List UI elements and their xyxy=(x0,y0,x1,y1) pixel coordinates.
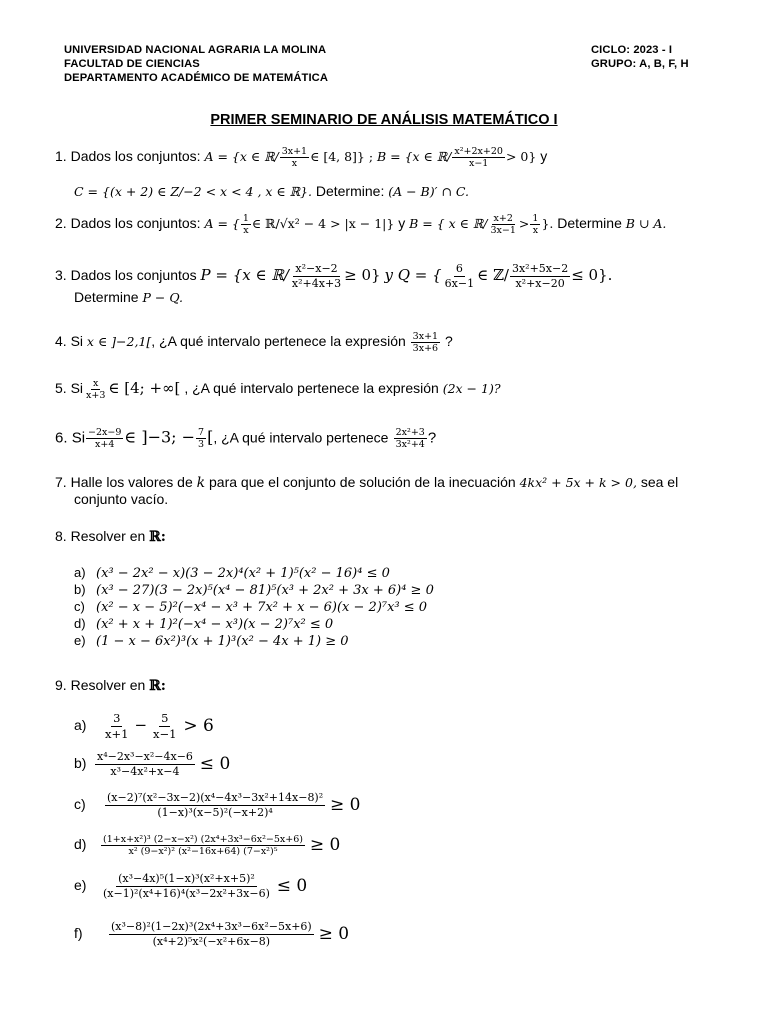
p4-q: ? xyxy=(444,333,453,350)
p6-question: , ¿A qué intervalo pertenece xyxy=(213,429,389,446)
set-b-rest: > 0} xyxy=(505,149,537,165)
p3-q-num: 6 xyxy=(455,262,463,275)
p9a-num2: 5 xyxy=(161,711,169,725)
problem-7-line-2 xyxy=(74,491,168,508)
p6-q: ? xyxy=(427,429,437,447)
p3-q-mid: ∈ ℤ/ xyxy=(477,266,509,285)
p2-gt: > xyxy=(518,216,530,232)
p9b-rhs: ≤ 0 xyxy=(199,754,231,774)
p5-fraction xyxy=(84,378,107,401)
p8-item-e xyxy=(74,633,434,650)
p8-reals: ℝ: xyxy=(149,529,166,545)
university-name: UNIVERSIDAD NACIONAL AGRARIA LA MOLINA xyxy=(64,44,327,56)
p6-cond-a: ∈ ]−3; − xyxy=(124,427,196,447)
problem-8-number: 8. xyxy=(55,528,67,544)
department-name: DEPARTAMENTO ACADÉMICO DE MATEMÁTICA xyxy=(64,72,329,84)
p2-set-a-rest: ∈ ℝ/√x² − 4 > |x − 1|} xyxy=(251,216,395,232)
p9-item-c xyxy=(74,791,361,820)
problem-5-number: 5. xyxy=(55,380,67,397)
problem-8 xyxy=(55,528,166,546)
set-b-open: B = {x ∈ ℝ/ xyxy=(376,149,452,165)
p2-set-a-open: A = { xyxy=(204,216,240,232)
p2-a-den: x xyxy=(243,225,249,236)
problem-3 xyxy=(55,262,612,291)
p9e-fraction xyxy=(101,872,272,901)
p5-condition: ∈ [4; +∞[ xyxy=(108,379,181,398)
p6-fraction-2 xyxy=(394,427,427,450)
set-a-rest: ∈ [4, 8]} ; xyxy=(310,149,374,165)
p9-item-label: e) xyxy=(74,877,87,894)
p8-item-expr: (x² − x − 5)²(−x⁴ − x³ + 7x² + x − 6)(x − 2)⁷x³ ≤ 0 xyxy=(96,600,428,615)
problem-2-number: 2. xyxy=(55,215,67,232)
p6-cond-den: 3 xyxy=(198,439,205,450)
p7-conclusion: conjunto vacío. xyxy=(74,491,169,507)
problem-1-intro: Dados los conjuntos: xyxy=(70,148,201,165)
p2-b-num: x+2 xyxy=(493,213,513,224)
p3-q-fraction-2 xyxy=(510,262,570,291)
p9b-fraction xyxy=(95,750,195,779)
p6-den2: 3x²+4 xyxy=(395,439,425,450)
p9-item-e xyxy=(74,872,307,901)
problem-2-intro: Dados los conjuntos: xyxy=(70,215,201,232)
set-a-numerator: 3x+1 xyxy=(281,146,308,157)
problem-1-line-1 xyxy=(55,146,547,169)
p2-set-b-open: B = { x ∈ ℝ/ xyxy=(409,216,488,232)
cycle-label: CICLO: 2023 - I xyxy=(591,44,673,56)
p7-inequality: 4kx² + 5x + k > 0, xyxy=(519,475,637,490)
p8-item-label: e) xyxy=(74,633,86,648)
problem-6-number: 6. xyxy=(55,429,68,447)
problem-3-intro: Dados los conjuntos xyxy=(70,267,197,284)
p4-den: 3x+6 xyxy=(412,343,439,354)
problem-1-line-2 xyxy=(74,183,469,200)
p8-item-expr: (x³ − 27)(3 − 2x)⁵(x⁴ − 81)⁵(x³ + 2x² + 3x + 6)⁴ ≥ 0 xyxy=(96,583,434,598)
p4-question: , ¿A qué intervalo pertenece la expresión xyxy=(151,333,406,350)
determine-label: Determine: xyxy=(315,183,385,199)
p9f-fraction xyxy=(109,920,314,949)
p3-q-fraction xyxy=(443,262,476,291)
p2-b-num2: 1 xyxy=(532,213,539,224)
p8-item-label: b) xyxy=(74,582,86,597)
p8-intro: Resolver en xyxy=(70,528,146,544)
p3-set-q-open: y Q = { xyxy=(384,266,442,285)
p6-fraction xyxy=(86,427,123,450)
determine-expression: (A − B)′ ∩ C. xyxy=(388,184,469,199)
p9d-num: (1+x+x²)³ (2−x−x²) (2x⁴+3x³−6x²−5x+6) xyxy=(103,834,303,845)
p9f-rhs: ≥ 0 xyxy=(318,924,350,944)
p9a-rhs: > 6 xyxy=(183,716,214,736)
problem-8-items xyxy=(74,565,434,650)
p6-den: x+4 xyxy=(95,439,115,450)
p5-num: x xyxy=(93,378,99,389)
conj-y: y xyxy=(540,148,548,165)
p3-q-den: 6x−1 xyxy=(444,277,475,290)
problem-1-number: 1. xyxy=(55,148,67,165)
p5-question: , ¿A qué intervalo pertenece la expresión xyxy=(184,380,439,397)
p2-determine-expr: B ∪ A. xyxy=(625,216,667,232)
p3-q-den2: x²+x−20 xyxy=(515,277,565,290)
header-left xyxy=(64,43,328,85)
p9a-den2: x−1 xyxy=(153,727,177,741)
p9-item-d xyxy=(74,834,340,857)
p3-q-num2: 3x²+5x−2 xyxy=(511,262,569,275)
p8-item-b xyxy=(74,582,434,599)
p3-set-q-close: ≤ 0}. xyxy=(571,266,613,285)
p3-set-p-close: ≥ 0} xyxy=(344,266,381,285)
p8-item-expr: (x³ − 2x² − x)(3 − 2x)⁴(x² + 1)⁵(x² − 16)⁴ ≤ 0 xyxy=(96,566,390,581)
set-b-numerator: x²+2x+20 xyxy=(454,146,503,157)
problem-3-number: 3. xyxy=(55,267,67,284)
p9-item-label: b) xyxy=(74,755,87,772)
faculty-name: FACULTAD DE CIENCIAS xyxy=(64,58,200,70)
p4-num: 3x+1 xyxy=(412,331,439,342)
p9b-num: x⁴−2x³−x²−4x−6 xyxy=(97,750,193,763)
p9c-rhs: ≥ 0 xyxy=(330,795,361,815)
p7-end: sea el xyxy=(640,474,679,490)
p6-si: Si xyxy=(71,429,86,447)
problem-4 xyxy=(55,331,453,354)
p4-fraction xyxy=(411,331,440,354)
problem-9 xyxy=(55,677,166,695)
problem-7-number: 7. xyxy=(55,474,67,490)
p9-item-f xyxy=(74,920,349,949)
set-a-denominator: x xyxy=(291,158,298,169)
p2-set-b-fraction xyxy=(489,213,518,236)
p9d-fraction xyxy=(101,834,305,857)
p8-item-label: a) xyxy=(74,565,86,580)
p9c-num: (x−2)⁷(x²−3x−2)(x⁴−4x³−3x²+14x−8)² xyxy=(107,791,324,804)
p8-item-a xyxy=(74,565,434,582)
p7-k: k xyxy=(196,475,206,491)
p6-num: −2x−9 xyxy=(88,427,122,438)
p9-item-a xyxy=(74,711,214,742)
p9d-rhs: ≥ 0 xyxy=(309,835,341,855)
p9-item-b xyxy=(74,750,230,779)
p9d-den: x² (9−x²)² (x²−16x+64) (7−x²)⁵ xyxy=(128,846,278,857)
p4-condition: x ∈ ]−2,1[ xyxy=(86,334,152,350)
p3-determine: Determine xyxy=(74,289,139,305)
p6-cond-b: [ xyxy=(207,427,214,447)
set-a-open: A = {x ∈ ℝ/ xyxy=(204,149,279,165)
p9b-den: x³−4x²+x−4 xyxy=(110,765,180,778)
p9f-num: (x³−8)²(1−2x)³(2x⁴+3x³−6x²−5x+6) xyxy=(111,920,312,933)
p6-cond-num: 7 xyxy=(198,427,205,438)
p7-middle: para que el conjunto de solución de la inecuación xyxy=(209,474,516,490)
p2-b-den2: x xyxy=(532,225,539,236)
problem-9-number: 9. xyxy=(55,677,67,693)
group-label: GRUPO: A, B, F, H xyxy=(591,58,689,70)
header-right xyxy=(591,43,689,71)
p9a-den1: x+1 xyxy=(105,727,129,741)
p2-determine: Determine xyxy=(557,215,622,232)
p9a-num1: 3 xyxy=(113,711,121,725)
p7-intro: Halle los valores de xyxy=(70,474,193,490)
p8-item-expr: (1 − x − 6x²)³(x + 1)³(x² − 4x + 1) ≥ 0 xyxy=(96,634,349,649)
p3-p-num: x²−x−2 xyxy=(295,262,338,275)
p8-item-c xyxy=(74,599,434,616)
p9e-den: (x−1)²(x⁴+16)⁴(x³−2x²+3x−6) xyxy=(103,887,270,900)
p8-item-label: d) xyxy=(74,616,86,631)
p9a-fraction-2 xyxy=(151,711,178,742)
p9c-den: (1−x)³(x−5)²(−x+2)⁴ xyxy=(157,806,273,819)
p9c-fraction xyxy=(105,791,325,820)
p9e-num: (x³−4x)⁵(1−x)³(x²+x+5)² xyxy=(118,872,255,885)
p8-item-d xyxy=(74,616,434,633)
p9-intro: Resolver en xyxy=(70,677,146,693)
page-title: PRIMER SEMINARIO DE ANÁLISIS MATEMÁTICO I xyxy=(210,112,558,128)
set-a-fraction xyxy=(280,146,309,169)
p2-a-num: 1 xyxy=(242,213,249,224)
p2-set-b-close: }. xyxy=(541,216,554,232)
problem-4-number: 4. xyxy=(55,333,67,350)
p9a-minus: − xyxy=(134,716,148,735)
problem-3-line-2 xyxy=(74,289,183,306)
p9f-den: (x⁴+2)⁵x²(−x²+6x−8) xyxy=(152,935,271,948)
p2-b-den: 3x−1 xyxy=(490,225,516,236)
problem-7 xyxy=(55,474,678,492)
p9-item-label: d) xyxy=(74,836,87,853)
p5-si: Si xyxy=(70,380,84,397)
p2-set-a-fraction xyxy=(241,213,251,236)
p3-determine-expr: P − Q. xyxy=(142,290,183,305)
p9-item-label: f) xyxy=(74,925,83,942)
p2-conj-y: y xyxy=(398,215,406,232)
p4-si: Si xyxy=(70,333,84,350)
problem-2 xyxy=(55,213,666,236)
p5-den: x+3 xyxy=(86,390,106,401)
p9e-rhs: ≤ 0 xyxy=(276,876,308,896)
problem-5 xyxy=(55,378,501,401)
problem-6 xyxy=(55,427,436,450)
p8-item-label: c) xyxy=(74,599,85,614)
p9a-fraction-1 xyxy=(103,711,130,742)
p6-num2: 2x²+3 xyxy=(395,427,425,438)
p3-p-den: x²+4x+3 xyxy=(291,277,342,290)
p5-expression: (2x − 1)? xyxy=(442,381,501,397)
p9-item-label: c) xyxy=(74,796,86,813)
p3-p-fraction xyxy=(290,262,343,291)
set-c: C = {(x + 2) ∈ Z/−2 < x < 4 , x ∈ ℝ}. xyxy=(74,184,312,199)
p8-item-expr: (x² + x + 1)²(−x⁴ − x³)(x − 2)⁷x² ≤ 0 xyxy=(96,617,334,632)
p3-set-p-open: P = {x ∈ ℝ/ xyxy=(200,266,289,285)
p6-cond-fraction xyxy=(196,427,206,450)
p9-reals: ℝ: xyxy=(149,678,166,694)
set-b-denominator: x−1 xyxy=(468,158,489,169)
p2-set-b-fraction-2 xyxy=(530,213,540,236)
set-b-fraction xyxy=(452,146,505,169)
p9-item-label: a) xyxy=(74,717,87,734)
